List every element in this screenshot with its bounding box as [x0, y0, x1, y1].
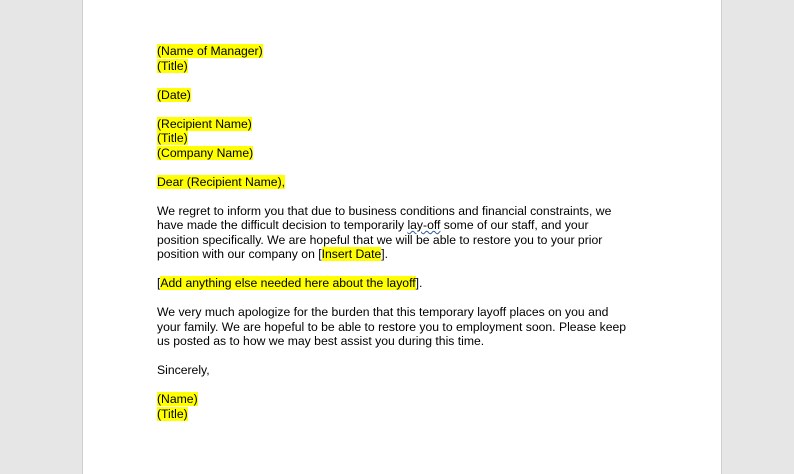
paragraph-3-line-3: us posted as to how we may best assist you during this time.	[157, 334, 485, 348]
sender-name: (Name of Manager)	[157, 44, 263, 58]
signature-name: (Name)	[157, 392, 198, 406]
sender-title-line	[157, 59, 647, 74]
paragraph-1-line-4-end: ].	[381, 247, 389, 261]
paragraph-2-close: ].	[415, 276, 423, 290]
paragraph-1-line-1: We regret to inform you that due to business conditions and financial constraints, we	[157, 203, 612, 218]
salutation: Dear (Recipient Name),	[157, 174, 286, 189]
paragraph-1	[157, 204, 647, 262]
signature-title-line	[157, 407, 647, 422]
recipient-company-line	[157, 146, 647, 161]
paragraph-3-line-1: We very much apologize for the burden that this temporary layoff places on you and	[157, 305, 609, 319]
paragraph-1-line-4-start: position with our company on [	[157, 247, 322, 261]
paragraph-2-open-bracket: [	[157, 276, 161, 290]
signature-name-line	[157, 392, 647, 407]
additional-info-placeholder: Add anything else needed here about the layoff	[160, 276, 416, 290]
paragraph-2	[157, 276, 647, 291]
paragraph-1-line-2-start: have made the difficult decision to temporarily	[157, 218, 408, 232]
salutation-line	[157, 175, 647, 190]
paragraph-1-line-2	[157, 218, 647, 233]
spellcheck-flagged-word[interactable]: lay-off	[407, 218, 441, 232]
sender-name-line	[157, 44, 647, 59]
sender-title: (Title)	[157, 58, 188, 73]
signature-title: (Title)	[157, 406, 188, 421]
date-placeholder: (Date)	[157, 87, 191, 102]
recipient-title: (Title)	[157, 131, 188, 145]
paragraph-3	[157, 305, 647, 349]
recipient-company: (Company Name)	[157, 145, 254, 160]
closing: Sincerely,	[157, 363, 210, 377]
recipient-name-line	[157, 117, 647, 132]
date-line	[157, 88, 647, 103]
paragraph-1-line-4	[157, 247, 647, 262]
paragraph-1-line-2-end: some of our staff, and your	[440, 218, 589, 232]
letter-body[interactable]	[157, 44, 647, 421]
paragraph-3-line-2: your family. We are hopeful to be able to restore you to employment soon. Please keep	[157, 319, 627, 334]
recipient-name: (Recipient Name)	[157, 116, 252, 131]
insert-date-placeholder: Insert Date	[321, 247, 382, 261]
recipient-title-line	[157, 131, 647, 146]
paragraph-1-line-3: position specifically. We are hopeful that we will be able to restore you to your prior	[157, 232, 603, 247]
document-page[interactable]	[82, 0, 722, 474]
